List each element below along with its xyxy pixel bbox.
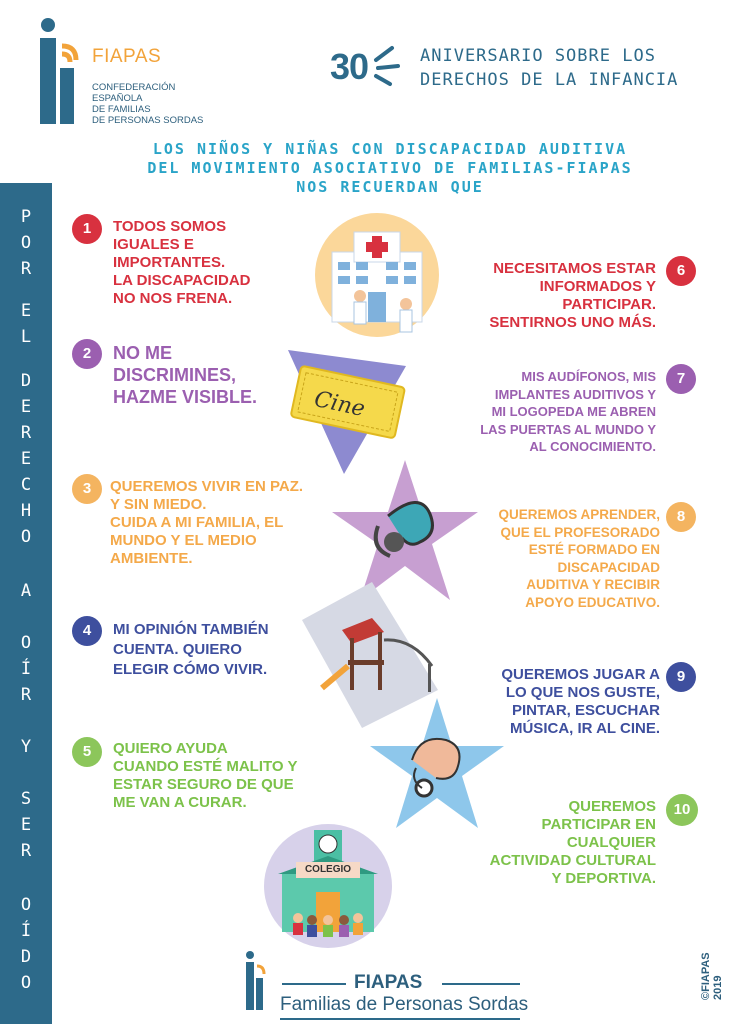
item-line: Y DEPORTIVA. xyxy=(551,870,656,887)
item-line: QUIERO AYUDA xyxy=(113,740,228,757)
item-line: DISCRIMINES, xyxy=(113,365,237,385)
item-6-text xyxy=(470,260,656,332)
banner-letter: D xyxy=(20,947,32,967)
item-number-badge: 10 xyxy=(666,794,698,826)
item-line: MÚSICA, IR AL CINE. xyxy=(509,720,660,737)
banner-letter: E xyxy=(20,301,32,321)
banner-letter: R xyxy=(20,259,32,279)
logo-name: FIAPAS xyxy=(92,46,162,67)
banner-letter: O xyxy=(20,527,32,547)
hospital-icon xyxy=(312,212,442,342)
item-line: PARTICIPAR EN xyxy=(541,816,656,833)
logo-subtitle-line: CONFEDERACIÓN xyxy=(92,82,176,93)
item-line: MIS AUDÍFONOS, MIS xyxy=(521,369,656,384)
footer-underline xyxy=(280,1018,520,1020)
logo-subtitle-line: DE FAMILIAS xyxy=(92,104,151,115)
item-line: NO NOS FRENA. xyxy=(113,290,233,307)
item-line: LO QUE NOS GUSTE, xyxy=(505,684,660,701)
item-number-badge: 3 xyxy=(72,474,102,504)
banner-letter: E xyxy=(20,397,32,417)
item-line: HAZME VISIBLE. xyxy=(113,387,258,407)
school-icon xyxy=(262,822,394,950)
item-line: QUE EL PROFESORADO xyxy=(500,524,660,540)
banner-letter: O xyxy=(20,895,32,915)
item-line: DISCAPACIDAD xyxy=(557,559,660,575)
item-line: ESTAR SEGURO DE QUE xyxy=(113,776,294,793)
fiapas-logo xyxy=(36,16,96,128)
item-line: NO ME xyxy=(113,343,173,363)
school-sign: COLEGIO xyxy=(304,864,352,875)
item-1-text xyxy=(113,218,273,308)
item-number-badge: 8 xyxy=(666,502,696,532)
cochlear-implant-icon xyxy=(366,694,508,834)
copyright-text: ©FIAPAS 2019 xyxy=(700,952,724,1000)
item-line: TODOS SOMOS xyxy=(113,218,227,235)
item-8-text xyxy=(470,506,660,611)
banner-letter: E xyxy=(20,815,32,835)
item-line: CUANDO ESTÉ MALITO Y xyxy=(113,758,298,775)
banner-letter: P xyxy=(20,207,32,227)
item-line: APOYO EDUCATIVO. xyxy=(525,594,660,610)
banner-letter: D xyxy=(20,371,32,391)
item-line: AL CONOCIMIENTO. xyxy=(529,439,656,454)
footer-divider-left xyxy=(282,983,346,985)
banner-letter: H xyxy=(20,501,32,521)
banner-letter: O xyxy=(20,633,32,653)
subtitle-line: DEL MOVIMIENTO ASOCIATIVO DE FAMILIAS-FIAPAS xyxy=(147,159,633,177)
item-line: QUEREMOS VIVIR EN PAZ. xyxy=(110,478,304,495)
logo-subtitle-line: ESPAÑOLA xyxy=(92,93,143,104)
banner-letter: C xyxy=(20,475,32,495)
item-line: SENTIRNOS UNO MÁS. xyxy=(489,314,656,331)
item-line: ESTÉ FORMADO EN xyxy=(528,542,660,557)
item-number-badge: 1 xyxy=(72,214,102,244)
banner-letter: Y xyxy=(20,737,32,757)
item-line: IGUALES E xyxy=(113,236,194,253)
item-2-text xyxy=(113,342,283,408)
footer-name: FIAPAS xyxy=(354,972,423,993)
item-number-badge: 4 xyxy=(72,616,102,646)
item-line: MI LOGOPEDA ME ABREN xyxy=(491,404,656,419)
banner-letter: L xyxy=(20,327,32,347)
item-line: Y SIN MIEDO. xyxy=(110,496,207,513)
item-line: IMPORTANTES. xyxy=(113,254,226,271)
sparkle-icon xyxy=(372,38,406,90)
anniversary-line: DERECHOS DE LA INFANCIA xyxy=(420,70,679,90)
cinema-ticket-label: Cine xyxy=(311,386,368,423)
banner-letter: R xyxy=(20,841,32,861)
subtitle xyxy=(90,140,690,197)
item-4-text xyxy=(113,620,303,680)
item-line: MI OPINIÓN TAMBIÉN xyxy=(113,621,269,638)
item-line: CUENTA. QUIERO xyxy=(113,641,242,658)
fiapas-logo-icon xyxy=(244,950,274,1012)
item-line: CUALQUIER xyxy=(566,834,656,851)
vertical-banner xyxy=(0,183,52,1024)
item-7-text xyxy=(450,368,656,456)
banner-letter: R xyxy=(20,423,32,443)
anniversary-line: ANIVERSARIO SOBRE LOS xyxy=(420,46,656,66)
footer-tagline: Familias de Personas Sordas xyxy=(280,994,529,1015)
anniversary-title xyxy=(420,44,678,92)
item-number-badge: 6 xyxy=(666,256,696,286)
item-line: MUNDO Y EL MEDIO xyxy=(110,532,257,549)
banner-letter: E xyxy=(20,449,32,469)
item-line: NECESITAMOS ESTAR xyxy=(493,260,656,277)
fiapas-logo-icon xyxy=(36,16,96,128)
item-line: IMPLANTES AUDITIVOS Y xyxy=(494,386,656,402)
item-number-badge: 5 xyxy=(72,737,102,767)
item-number-badge: 2 xyxy=(72,339,102,369)
item-line: AUDITIVA Y RECIBIR xyxy=(526,577,660,592)
item-5-text xyxy=(113,740,313,812)
item-line: ME VAN A CURAR. xyxy=(113,794,247,811)
logo-subtitle xyxy=(92,82,203,126)
banner-letter: Í xyxy=(20,659,32,679)
item-line: CUIDA A MI FAMILIA, EL xyxy=(110,514,284,531)
item-line: LA DISCAPACIDAD xyxy=(113,272,251,289)
item-number-badge: 9 xyxy=(666,662,696,692)
anniversary-number: 30 xyxy=(330,46,369,87)
banner-letter: O xyxy=(20,973,32,993)
item-line: INFORMADOS Y xyxy=(539,278,656,295)
footer-divider-right xyxy=(442,983,520,985)
item-line: PARTICIPAR. xyxy=(562,296,656,313)
banner-letter: S xyxy=(20,789,32,809)
item-line: ELEGIR CÓMO VIVIR. xyxy=(113,661,268,678)
banner-letter: R xyxy=(20,685,32,705)
banner-letter: A xyxy=(20,581,32,601)
item-number-badge: 7 xyxy=(666,364,696,394)
banner-letter: O xyxy=(20,233,32,253)
banner-letter: Í xyxy=(20,921,32,941)
subtitle-line: NOS RECUERDAN QUE xyxy=(296,178,484,196)
item-line: LAS PUERTAS AL MUNDO Y xyxy=(480,421,656,437)
item-line: QUEREMOS xyxy=(568,798,656,815)
item-line: QUEREMOS APRENDER, xyxy=(498,507,660,522)
subtitle-line: LOS NIÑOS Y NIÑAS CON DISCAPACIDAD AUDITIVA xyxy=(152,140,628,158)
logo-subtitle-line: DE PERSONAS SORDAS xyxy=(92,115,204,126)
item-line: AMBIENTE. xyxy=(110,550,193,567)
item-line: PINTAR, ESCUCHAR xyxy=(511,702,660,719)
item-line: ACTIVIDAD CULTURAL xyxy=(489,852,656,869)
item-3-text xyxy=(110,478,330,568)
item-line: QUEREMOS JUGAR A xyxy=(501,666,660,683)
